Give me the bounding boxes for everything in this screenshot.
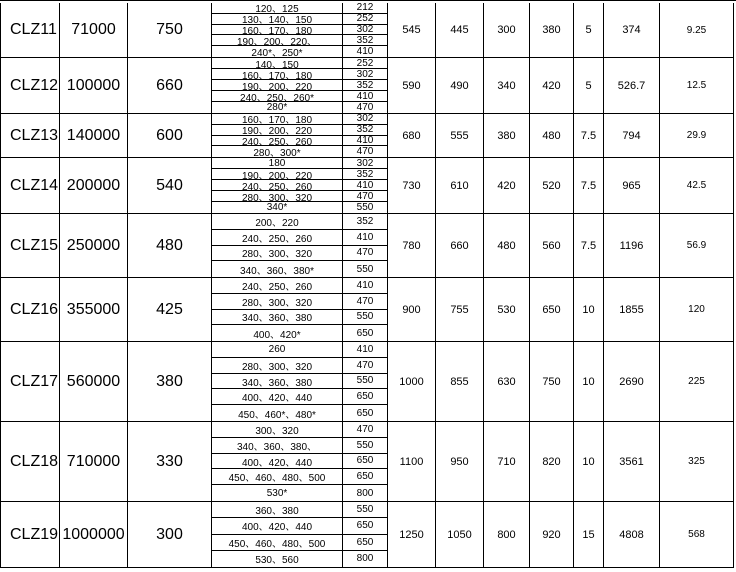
bore-length: 650 — [356, 327, 374, 339]
bore-diameters: 400、420、440 — [212, 389, 343, 405]
bore-length: 550 — [343, 310, 387, 326]
cell-weight: 29.9 — [660, 114, 734, 158]
cell-model: CLZ14 — [0, 158, 60, 214]
bore-row — [212, 422, 388, 438]
bore-list — [212, 502, 388, 568]
bore-length: 410 — [343, 230, 387, 246]
cell-c: 10 — [574, 342, 604, 422]
bore-row — [212, 438, 388, 454]
bore-row — [212, 69, 388, 80]
cell-m: 794 — [604, 114, 660, 158]
cell-speed: 330 — [128, 422, 212, 502]
bore-diameters: 180 — [212, 158, 343, 169]
bore-diameters: 280、300、320 — [212, 246, 343, 262]
cell-weight: 568 — [660, 502, 734, 568]
cell-speed: 660 — [128, 58, 212, 114]
cell-model: CLZ11 — [0, 3, 60, 58]
cell-weight: 120 — [660, 278, 734, 342]
bore-diameters: 190、200、220 — [212, 80, 343, 91]
table-row — [0, 114, 736, 158]
bore-length: 252 — [343, 14, 387, 25]
table-row — [0, 422, 736, 502]
cell-d2: 555 — [436, 114, 484, 158]
bore-diameters: 400、420、440 — [212, 454, 343, 470]
cell-speed: 425 — [128, 278, 212, 342]
bore-diameters: 240、250、260 — [212, 278, 343, 294]
cell-d2: 490 — [436, 58, 484, 114]
bore-length: 550 — [356, 202, 374, 213]
bore-row — [212, 191, 388, 202]
cell-d2: 445 — [436, 3, 484, 58]
bore-diameters: 160、170、180 — [212, 114, 343, 125]
bore-row — [212, 91, 388, 102]
bore-length: 352 — [343, 35, 387, 46]
bore-length: 470 — [343, 191, 387, 202]
bore-diameters: 280、300、320 — [212, 294, 343, 310]
cell-d4: 420 — [530, 58, 574, 114]
bore-list — [212, 158, 388, 214]
bore-length: 252 — [343, 58, 387, 69]
bore-diameters: 530、560 — [212, 551, 343, 567]
cell-d3: 710 — [484, 422, 530, 502]
cell-d4: 520 — [530, 158, 574, 214]
bore-diameters: 260 — [212, 342, 343, 358]
bore-list — [212, 214, 388, 278]
cell-model: CLZ12 — [0, 58, 60, 114]
bore-length: 470 — [343, 246, 387, 262]
bore-length: 302 — [343, 158, 387, 169]
cell-torque: 100000 — [60, 58, 128, 114]
table-row — [0, 58, 736, 114]
cell-c: 10 — [574, 422, 604, 502]
bore-row — [212, 14, 388, 25]
bore-diameters: 450、460*、480* — [212, 405, 343, 421]
bore-list — [212, 114, 388, 158]
table-row — [0, 278, 736, 342]
cell-speed: 380 — [128, 342, 212, 422]
bore-length: 650 — [343, 535, 387, 551]
cell-model: CLZ15 — [0, 214, 60, 278]
bore-length: 212 — [343, 3, 387, 14]
bore-length: 410 — [356, 46, 374, 58]
bore-diameters: 240、250、260 — [212, 230, 343, 246]
bore-length: 352 — [343, 214, 387, 230]
bore-diameters: 280、300、320 — [212, 191, 343, 202]
cell-torque: 710000 — [60, 422, 128, 502]
cell-d4: 560 — [530, 214, 574, 278]
bore-length: 352 — [343, 169, 387, 180]
cell-m: 3561 — [604, 422, 660, 502]
cell-d1: 780 — [388, 214, 436, 278]
bore-diameters: 280* — [212, 102, 343, 113]
bore-length: 550 — [343, 502, 387, 518]
cell-torque: 140000 — [60, 114, 128, 158]
bore-row — [212, 485, 388, 501]
table-row — [0, 158, 736, 214]
cell-weight: 325 — [660, 422, 734, 502]
cell-weight: 12.5 — [660, 58, 734, 114]
cell-d3: 800 — [484, 502, 530, 568]
table-row — [0, 214, 736, 278]
bore-row — [212, 469, 388, 485]
cell-d2: 950 — [436, 422, 484, 502]
bore-diameters: 140、150 — [212, 58, 343, 69]
bore-length: 410 — [343, 136, 387, 147]
bore-row — [212, 169, 388, 180]
bore-row — [212, 136, 388, 147]
bore-length: 470 — [356, 102, 374, 113]
bore-diameters: 530* — [212, 485, 343, 501]
bore-length: 410 — [343, 91, 387, 102]
bore-length: 302 — [343, 69, 387, 80]
bore-diameters: 190、200、220 — [212, 169, 343, 180]
bore-row — [212, 80, 388, 91]
bore-row — [212, 294, 388, 310]
bore-diameters: 360、380 — [212, 502, 343, 518]
bore-row — [212, 278, 388, 294]
bore-row — [212, 214, 388, 230]
bore-diameters: 120、125 — [212, 3, 343, 14]
cell-d2: 660 — [436, 214, 484, 278]
cell-c: 5 — [574, 3, 604, 58]
bore-length: 550 — [343, 438, 387, 454]
cell-d1: 730 — [388, 158, 436, 214]
bore-diameters: 340、360、380 — [212, 374, 343, 390]
bore-length: 650 — [343, 469, 387, 485]
cell-d4: 820 — [530, 422, 574, 502]
bore-row — [212, 25, 388, 36]
cell-d2: 755 — [436, 278, 484, 342]
bore-diameters: 400、420* — [212, 325, 343, 341]
cell-model: CLZ18 — [0, 422, 60, 502]
cell-d4: 480 — [530, 114, 574, 158]
bore-row — [212, 374, 388, 390]
table-row — [0, 502, 736, 568]
cell-speed: 300 — [128, 502, 212, 568]
bore-row — [212, 325, 388, 341]
bore-row — [212, 35, 388, 46]
bore-length: 352 — [343, 80, 387, 91]
bore-diameters: 240、250、260 — [212, 136, 343, 147]
cell-d4: 920 — [530, 502, 574, 568]
cell-m: 2690 — [604, 342, 660, 422]
bore-diameters: 190、200、220、 — [212, 35, 343, 46]
bore-diameters: 340* — [212, 202, 343, 213]
cell-d3: 530 — [484, 278, 530, 342]
cell-c: 5 — [574, 58, 604, 114]
cell-m: 1196 — [604, 214, 660, 278]
cell-d1: 590 — [388, 58, 436, 114]
bore-row — [212, 405, 388, 421]
bore-row — [212, 389, 388, 405]
cell-weight: 56.9 — [660, 214, 734, 278]
cell-d2: 855 — [436, 342, 484, 422]
bore-row — [212, 46, 388, 57]
bore-diameters: 200、220 — [212, 214, 343, 230]
bore-diameters: 340、360、380、 — [212, 438, 343, 454]
cell-m: 526.7 — [604, 58, 660, 114]
cell-c: 10 — [574, 278, 604, 342]
bore-length: 650 — [356, 407, 374, 419]
cell-m: 4808 — [604, 502, 660, 568]
bore-length: 470 — [356, 146, 374, 158]
bore-list — [212, 422, 388, 502]
cell-torque: 1000000 — [60, 502, 128, 568]
bore-length: 470 — [343, 358, 387, 374]
bore-length: 352 — [343, 125, 387, 136]
cell-d2: 610 — [436, 158, 484, 214]
cell-speed: 480 — [128, 214, 212, 278]
bore-row — [212, 3, 388, 14]
bore-diameters: 450、460、480、500 — [212, 535, 343, 551]
bore-row — [212, 114, 388, 125]
bore-row — [212, 202, 388, 213]
bore-length: 550 — [356, 263, 374, 275]
bore-row — [212, 518, 388, 534]
bore-row — [212, 358, 388, 374]
cell-d3: 340 — [484, 58, 530, 114]
bore-length: 650 — [343, 454, 387, 470]
bore-diameters: 240、250、260* — [212, 91, 343, 102]
bore-diameters: 130、140、150 — [212, 14, 343, 25]
bore-diameters: 240*、250* — [212, 46, 343, 57]
bore-diameters: 280、300、320 — [212, 358, 343, 374]
cell-d3: 480 — [484, 214, 530, 278]
cell-c: 7.5 — [574, 114, 604, 158]
bore-diameters: 340、360、380 — [212, 310, 343, 326]
cell-d1: 680 — [388, 114, 436, 158]
bore-row — [212, 261, 388, 277]
bore-length: 650 — [343, 518, 387, 534]
bore-length: 410 — [343, 342, 387, 358]
bore-row — [212, 342, 388, 358]
bore-length: 302 — [343, 25, 387, 36]
bore-list — [212, 3, 388, 58]
cell-model: CLZ19 — [0, 502, 60, 568]
cell-d1: 545 — [388, 3, 436, 58]
bore-row — [212, 158, 388, 169]
bore-row — [212, 230, 388, 246]
bore-diameters: 450、460、480、500 — [212, 469, 343, 485]
cell-weight: 225 — [660, 342, 734, 422]
cell-torque: 200000 — [60, 158, 128, 214]
cell-torque: 71000 — [60, 3, 128, 58]
cell-d4: 380 — [530, 3, 574, 58]
bore-diameters: 400、420、440 — [212, 518, 343, 534]
bore-row — [212, 535, 388, 551]
bore-length: 470 — [343, 294, 387, 310]
bore-length: 800 — [356, 487, 374, 499]
bore-length: 410 — [343, 278, 387, 294]
bore-row — [212, 551, 388, 567]
bore-row — [212, 310, 388, 326]
bore-length: 302 — [343, 114, 387, 125]
bore-row — [212, 146, 388, 157]
cell-d3: 630 — [484, 342, 530, 422]
cell-d1: 1250 — [388, 502, 436, 568]
bore-row — [212, 125, 388, 136]
cell-torque: 560000 — [60, 342, 128, 422]
cell-d2: 1050 — [436, 502, 484, 568]
bore-row — [212, 58, 388, 69]
cell-m: 1855 — [604, 278, 660, 342]
bore-row — [212, 246, 388, 262]
cell-d4: 750 — [530, 342, 574, 422]
cell-d4: 650 — [530, 278, 574, 342]
cell-model: CLZ16 — [0, 278, 60, 342]
bore-list — [212, 58, 388, 114]
cell-weight: 42.5 — [660, 158, 734, 214]
bore-diameters: 280、300* — [212, 146, 343, 157]
cell-speed: 600 — [128, 114, 212, 158]
bore-row — [212, 454, 388, 470]
cell-d1: 1000 — [388, 342, 436, 422]
bore-length: 410 — [343, 180, 387, 191]
bore-diameters: 240、250、260 — [212, 180, 343, 191]
bore-row — [212, 502, 388, 518]
table-row — [0, 3, 736, 58]
cell-model: CLZ17 — [0, 342, 60, 422]
bore-diameters: 340、360、380* — [212, 261, 343, 277]
cell-d3: 380 — [484, 114, 530, 158]
bore-diameters: 160、170、180 — [212, 25, 343, 36]
bore-length: 550 — [343, 374, 387, 390]
bore-length: 470 — [343, 422, 387, 438]
bore-diameters: 300、320 — [212, 422, 343, 438]
cell-torque: 355000 — [60, 278, 128, 342]
bore-row — [212, 102, 388, 113]
table-top-border — [0, 0, 736, 1]
cell-weight: 9.25 — [660, 3, 734, 58]
bore-length: 800 — [356, 553, 374, 565]
cell-c: 7.5 — [574, 158, 604, 214]
cell-d1: 1100 — [388, 422, 436, 502]
cell-c: 7.5 — [574, 214, 604, 278]
bore-row — [212, 180, 388, 191]
cell-m: 374 — [604, 3, 660, 58]
cell-speed: 540 — [128, 158, 212, 214]
bore-length: 650 — [343, 389, 387, 405]
bore-list — [212, 342, 388, 422]
table-row — [0, 342, 736, 422]
bore-diameters: 190、200、220 — [212, 125, 343, 136]
cell-c: 15 — [574, 502, 604, 568]
cell-model: CLZ13 — [0, 114, 60, 158]
bore-list — [212, 278, 388, 342]
cell-d3: 420 — [484, 158, 530, 214]
cell-torque: 250000 — [60, 214, 128, 278]
bore-diameters: 160、170、180 — [212, 69, 343, 80]
cell-m: 965 — [604, 158, 660, 214]
cell-d3: 300 — [484, 3, 530, 58]
cell-d1: 900 — [388, 278, 436, 342]
cell-speed: 750 — [128, 3, 212, 58]
